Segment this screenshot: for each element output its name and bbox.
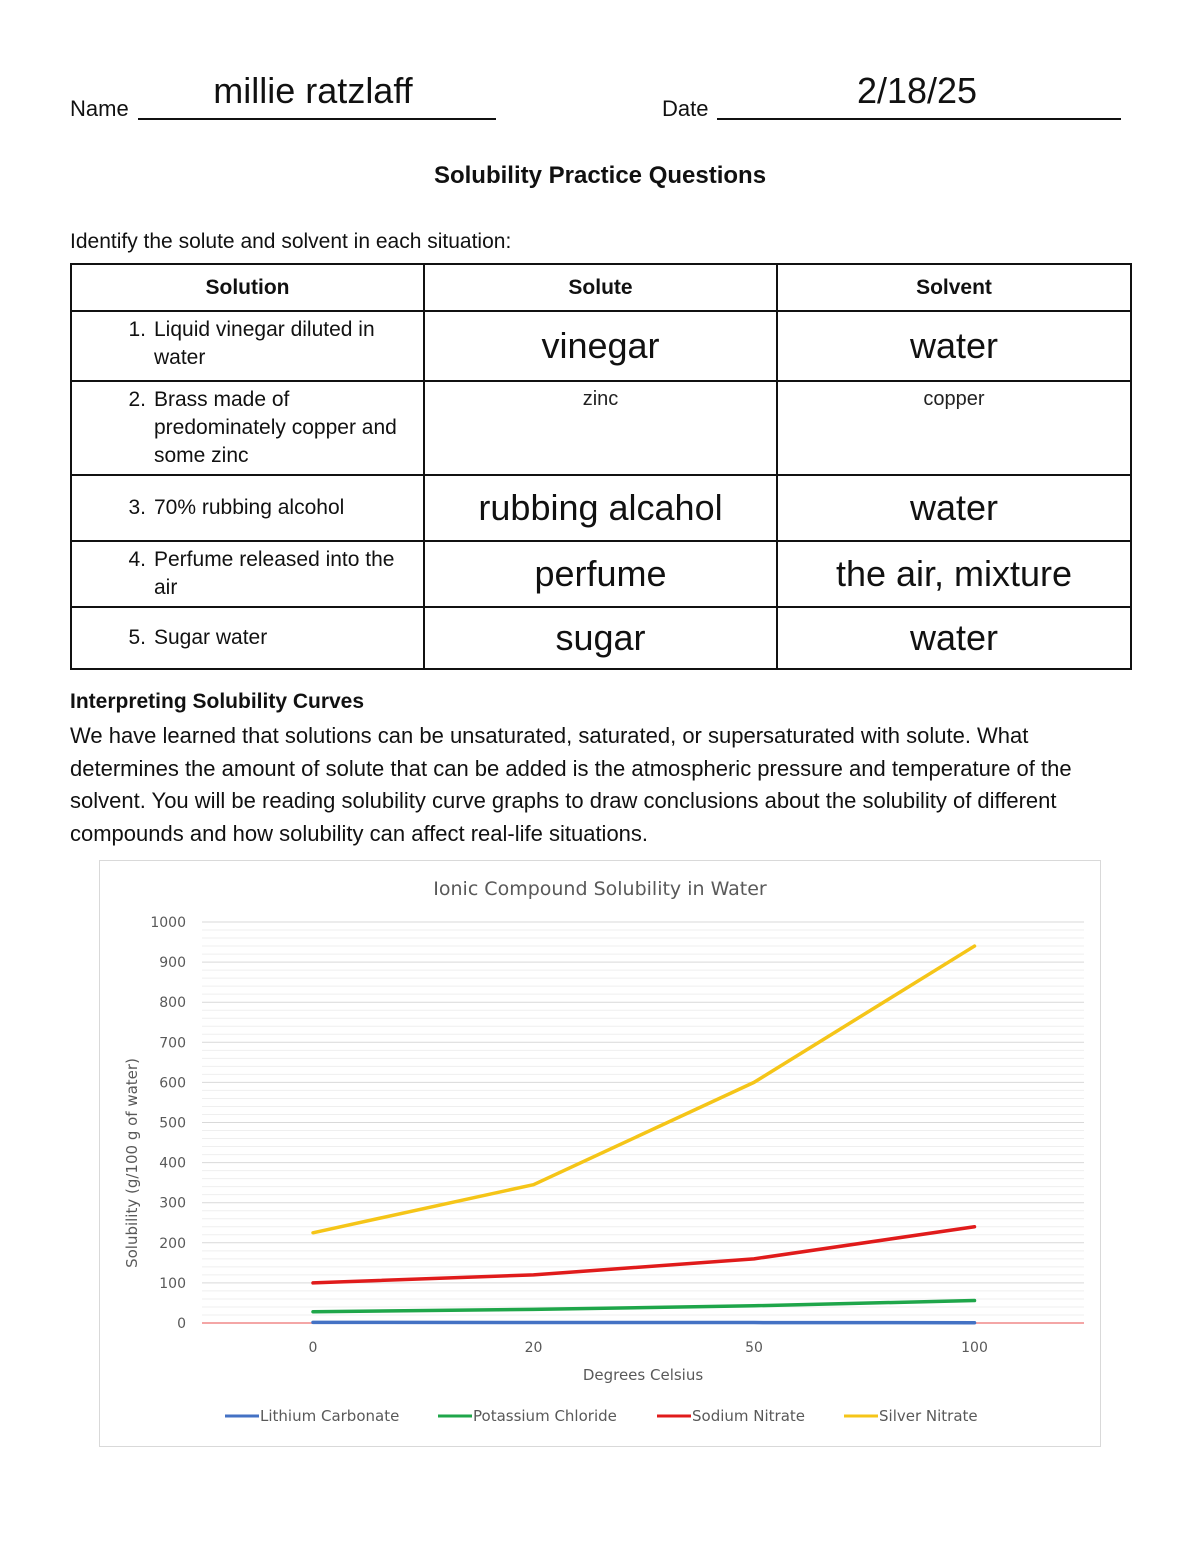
name-label: Name xyxy=(70,96,129,121)
row-number: 2. xyxy=(128,388,146,411)
solution-cell xyxy=(71,607,424,669)
solution-text: Sugar water xyxy=(154,626,268,649)
solution-text: Liquid vinegar diluted in water xyxy=(154,318,375,369)
solvent-answer[interactable]: water xyxy=(777,311,1131,381)
solute-solvent-table xyxy=(70,263,1132,670)
row-number: 1. xyxy=(128,318,146,341)
row-number: 5. xyxy=(128,626,146,649)
y-tick-label: 900 xyxy=(159,955,186,972)
solution-cell xyxy=(71,475,424,541)
table-row xyxy=(71,475,1131,541)
y-tick-label: 400 xyxy=(159,1155,186,1172)
section-paragraph: We have learned that solutions can be unsaturated, saturated, or supersaturated with solute. What determines the amount of solute that can be added is the atmospheric pressure and temperature of the solvent. You will be reading solubility curve graphs to draw conclusions about the solubility of different compounds and how solubility can affect real-life situations. xyxy=(70,723,1072,846)
chart-svg xyxy=(100,861,1100,1446)
instructions: Identify the solute and solvent in each situation: xyxy=(70,230,512,253)
x-tick-label: 20 xyxy=(524,1340,543,1356)
date-line xyxy=(717,118,1121,120)
solution-text: Perfume released into the air xyxy=(154,548,395,599)
solvent-answer[interactable]: water xyxy=(777,475,1131,541)
solution-text: Brass made of predominately copper and some zinc xyxy=(154,388,397,467)
table-row xyxy=(71,541,1131,607)
table-row xyxy=(71,381,1131,475)
solution-text: 70% rubbing alcohol xyxy=(154,496,345,519)
name-value[interactable]: millie ratzlaff xyxy=(213,70,413,111)
legend-label: Silver Nitrate xyxy=(879,1407,978,1425)
y-tick-label: 200 xyxy=(159,1235,186,1252)
y-tick-label: 700 xyxy=(159,1035,186,1052)
legend-label: Potassium Chloride xyxy=(473,1407,617,1425)
y-tick-label: 100 xyxy=(159,1275,186,1292)
name-line xyxy=(138,118,496,120)
legend-label: Lithium Carbonate xyxy=(260,1407,400,1425)
solute-answer[interactable]: sugar xyxy=(424,607,777,669)
date-value[interactable]: 2/18/25 xyxy=(856,70,978,111)
solute-answer[interactable]: perfume xyxy=(424,541,777,607)
solvent-answer[interactable]: the air, mixture xyxy=(777,541,1131,607)
page-title: Solubility Practice Questions xyxy=(433,162,767,189)
row-number: 3. xyxy=(128,496,146,519)
y-tick-label: 1000 xyxy=(150,915,186,931)
series-line-potassium-chloride xyxy=(313,1301,975,1312)
row-number: 4. xyxy=(128,548,146,571)
y-tick-label: 500 xyxy=(159,1115,186,1132)
header-solute: Solute xyxy=(424,264,777,311)
solute-answer[interactable]: vinegar xyxy=(424,311,777,381)
header-solvent: Solvent xyxy=(777,264,1131,311)
chart-title: Ionic Compound Solubility in Water xyxy=(433,878,767,900)
table-row xyxy=(71,311,1131,381)
y-tick-labels xyxy=(150,915,186,1332)
x-tick-label: 100 xyxy=(961,1340,988,1356)
y-tick-label: 0 xyxy=(177,1316,186,1332)
x-tick-labels xyxy=(309,1340,988,1356)
table-header-row xyxy=(71,264,1131,311)
y-axis-label: Solubility (g/100 g of water) xyxy=(123,1058,141,1268)
x-axis-label: Degrees Celsius xyxy=(582,1366,704,1384)
gridlines xyxy=(202,922,1084,1323)
solute-answer[interactable]: rubbing alcahol xyxy=(424,475,777,541)
solute-answer[interactable]: zinc xyxy=(424,381,777,475)
section-heading: Interpreting Solubility Curves xyxy=(70,690,365,713)
table-row xyxy=(71,607,1131,669)
legend-label: Sodium Nitrate xyxy=(692,1407,806,1425)
y-tick-label: 300 xyxy=(159,1195,186,1212)
solution-cell xyxy=(71,311,424,381)
solution-cell xyxy=(71,381,424,475)
series-line-silver-nitrate xyxy=(313,946,975,1233)
date-label: Date xyxy=(662,96,709,121)
header-solution: Solution xyxy=(71,264,424,311)
chart-legend xyxy=(225,1407,978,1425)
y-tick-label: 800 xyxy=(159,995,186,1012)
solvent-answer[interactable]: copper xyxy=(777,381,1131,475)
y-tick-label: 600 xyxy=(159,1075,186,1092)
solution-cell xyxy=(71,541,424,607)
x-tick-label: 50 xyxy=(745,1340,763,1356)
x-tick-label: 0 xyxy=(308,1340,318,1356)
solvent-answer[interactable]: water xyxy=(777,607,1131,669)
solubility-chart xyxy=(99,860,1101,1447)
